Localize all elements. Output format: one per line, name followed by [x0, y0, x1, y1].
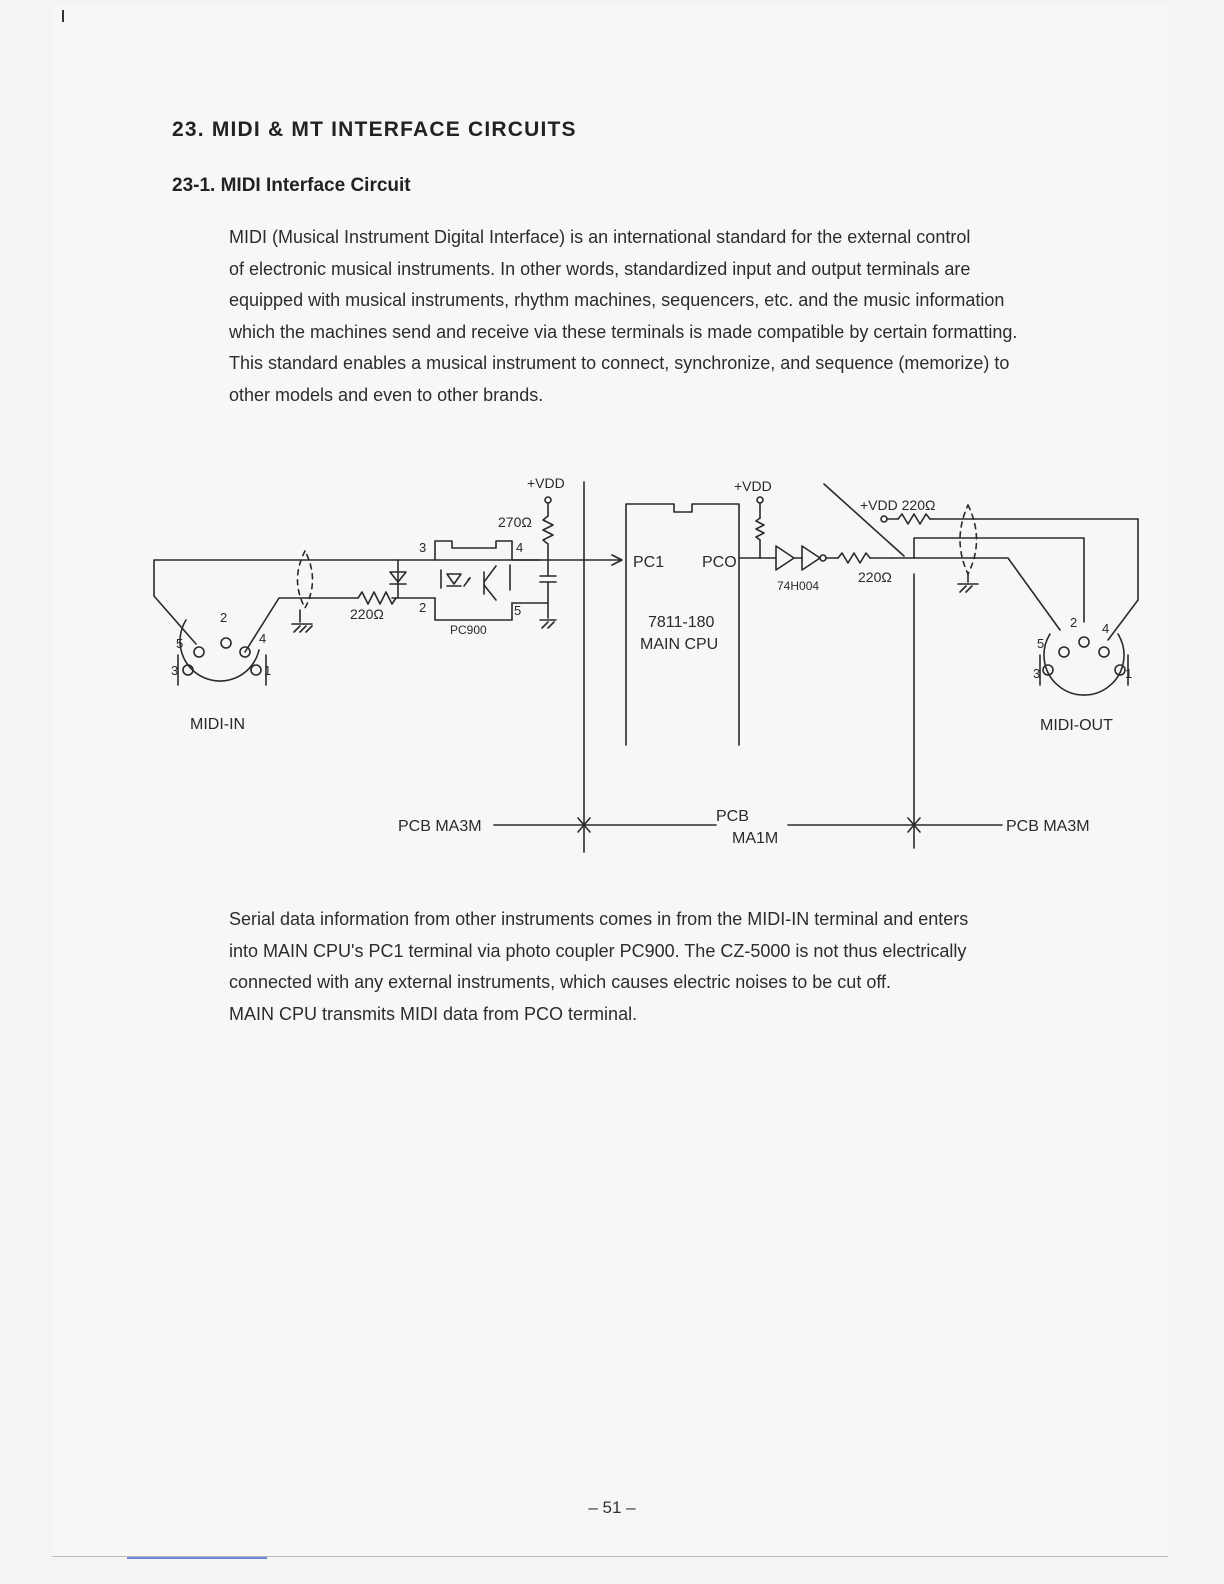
din-in-pin3: 3: [171, 663, 179, 678]
pcb-left-label: PCB MA3M: [398, 818, 482, 835]
pin5-label: 5: [514, 603, 522, 618]
midi-in-label: MIDI-IN: [190, 716, 246, 733]
body-line: connected with any external instruments, which causes electric noises to be cut off.: [229, 972, 892, 992]
body-line: MAIN CPU transmits MIDI data from PCO terminal.: [229, 1003, 638, 1024]
din-out-pin5: 5: [1037, 636, 1045, 651]
vdd-left-label: +VDD: [527, 475, 565, 491]
din-out-pin4: 4: [1102, 621, 1110, 636]
r-220-in-label: 220Ω: [350, 606, 384, 622]
page-edge-link: [127, 1557, 267, 1559]
pc900-photocoupler: [419, 540, 523, 637]
subsection-title: 23-1. MIDI Interface Circuit: [172, 175, 411, 196]
pin3-label: 3: [419, 540, 427, 555]
intro-line: equipped with musical instruments, rhythm machines, sequencers, etc. and the music information: [229, 290, 1005, 310]
body-line: into MAIN CPU's PC1 terminal via photo coupler PC900. The CZ-5000 is not thus electrically: [229, 940, 967, 961]
din-out-pin3: 3: [1033, 666, 1041, 681]
intro-line: MIDI (Musical Instrument Digital Interface) is an international standard for the external control: [229, 227, 971, 247]
din-in-pin1: 1: [264, 663, 272, 678]
pcb-mid-label-2: MA1M: [732, 830, 779, 847]
body-line: Serial data information from other instruments comes in from the MIDI-IN terminal and enters: [229, 909, 969, 929]
cpu-pin-pc1: PC1: [633, 554, 665, 571]
intro-line: other models and even to other brands.: [229, 384, 544, 405]
din-out-pin1: 1: [1125, 666, 1133, 681]
cpu-pin-pco: PCO: [702, 554, 737, 571]
cpu-part-number: 7811-180: [648, 614, 715, 631]
din-in-pin2: 2: [220, 610, 228, 625]
page-number: – 51 –: [588, 1498, 636, 1517]
pcb-right-label: PCB MA3M: [1006, 818, 1090, 835]
vdd-mid-label: +VDD: [734, 478, 772, 494]
din-in-pin4: 4: [259, 631, 267, 646]
vdd-right-label: +VDD 220Ω: [860, 497, 936, 513]
body-paragraph: [229, 904, 1144, 1030]
midi-out-connector: [1033, 615, 1132, 734]
coupler-label: PC900: [450, 623, 487, 637]
r-220-out-label: 220Ω: [858, 569, 892, 585]
section-title: 23. MIDI & MT INTERFACE CIRCUITS: [172, 118, 577, 141]
din-out-pin2: 2: [1070, 615, 1078, 630]
pin4-label: 4: [516, 540, 524, 555]
intro-line: which the machines send and receive via these terminals is made compatible by certain formatting.: [229, 321, 1018, 342]
gate-label: 74H004: [777, 579, 820, 593]
midi-in-connector: [171, 610, 271, 733]
r-270-label: 270Ω: [498, 514, 532, 530]
cpu-name: MAIN CPU: [640, 636, 719, 653]
intro-line: This standard enables a musical instrument to connect, synchronize, and sequence (memorize) to: [229, 353, 1010, 373]
intro-line: of electronic musical instruments. In other words, standardized input and output terminals are: [229, 258, 971, 279]
main-cpu-chip: [626, 504, 739, 745]
pin2-label: 2: [419, 600, 427, 615]
din-in-pin5: 5: [176, 636, 184, 651]
pcb-mid-label-1: PCB: [716, 808, 749, 825]
midi-out-label: MIDI-OUT: [1040, 717, 1113, 734]
